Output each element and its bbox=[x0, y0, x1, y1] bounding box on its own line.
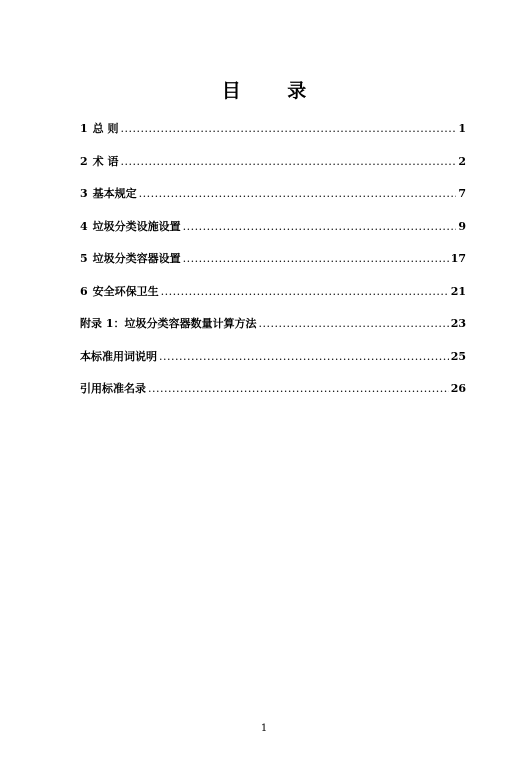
toc-entry-basic-provisions[interactable] bbox=[80, 185, 466, 218]
toc-entry-label bbox=[80, 283, 159, 299]
toc-entry-general[interactable] bbox=[80, 120, 466, 153]
toc-entry-page: 1 bbox=[458, 122, 466, 135]
toc-entry-page: 23 bbox=[450, 317, 466, 330]
toc-entry-page: 25 bbox=[450, 349, 466, 363]
toc-entry-label bbox=[80, 185, 137, 201]
toc-entry-text: 术 语 bbox=[92, 154, 119, 168]
toc-entry-facilities[interactable] bbox=[80, 218, 466, 251]
toc-entry-page: 17 bbox=[450, 252, 466, 265]
toc-entry-appendix[interactable] bbox=[80, 315, 466, 348]
toc-entry-number: 5 bbox=[80, 252, 88, 265]
toc-dot-leader bbox=[258, 317, 448, 332]
toc-entry-wording[interactable] bbox=[80, 348, 466, 381]
toc-entry-references[interactable] bbox=[80, 380, 466, 413]
toc-entry-text: 总 则 bbox=[92, 122, 119, 135]
toc-entry-number: 1 bbox=[80, 122, 88, 135]
toc-dot-leader bbox=[183, 252, 449, 267]
toc-entry-text: 垃圾分类设施设置 bbox=[92, 219, 181, 233]
toc-dot-leader bbox=[121, 155, 457, 170]
toc-entry-terms[interactable] bbox=[80, 153, 466, 186]
toc-entry-text: 基本规定 bbox=[92, 187, 137, 200]
toc-dot-leader bbox=[139, 187, 457, 202]
toc-entry-label bbox=[80, 315, 256, 331]
toc-entry-number: 6 bbox=[80, 284, 88, 298]
toc-entry-label bbox=[80, 380, 146, 396]
toc-entry-text: 安全环保卫生 bbox=[92, 284, 159, 298]
toc-entry-text: 引用标准名录 bbox=[80, 382, 146, 395]
toc-entry-text: 附录 1：垃圾分类容器数量计算方法 bbox=[80, 317, 257, 330]
toc-dot-leader bbox=[159, 350, 449, 365]
toc-dot-leader bbox=[121, 122, 457, 137]
toc-entry-containers[interactable] bbox=[80, 250, 466, 283]
toc-entry-label bbox=[80, 250, 181, 266]
toc-entry-safety[interactable] bbox=[80, 283, 466, 316]
toc-title: 目 录 bbox=[221, 80, 327, 102]
table-of-contents bbox=[80, 120, 466, 413]
toc-dot-leader bbox=[183, 220, 457, 235]
toc-entry-page: 9 bbox=[458, 219, 466, 233]
toc-entry-label bbox=[80, 153, 119, 169]
toc-dot-leader bbox=[161, 285, 449, 300]
toc-entry-text: 本标准用词说明 bbox=[80, 349, 157, 363]
toc-entry-page: 26 bbox=[450, 382, 466, 395]
toc-entry-text: 垃圾分类容器设置 bbox=[92, 252, 181, 265]
toc-entry-page: 21 bbox=[450, 284, 466, 298]
toc-entry-page: 7 bbox=[458, 187, 466, 200]
toc-entry-page: 2 bbox=[458, 154, 466, 168]
toc-dot-leader bbox=[148, 382, 449, 397]
toc-entry-label bbox=[80, 348, 157, 364]
toc-entry-number: 2 bbox=[80, 154, 88, 168]
page-number: 1 bbox=[260, 723, 268, 734]
toc-entry-number: 4 bbox=[80, 219, 88, 233]
toc-entry-number: 3 bbox=[80, 187, 88, 200]
toc-entry-label bbox=[80, 120, 119, 136]
toc-entry-label bbox=[80, 218, 181, 234]
